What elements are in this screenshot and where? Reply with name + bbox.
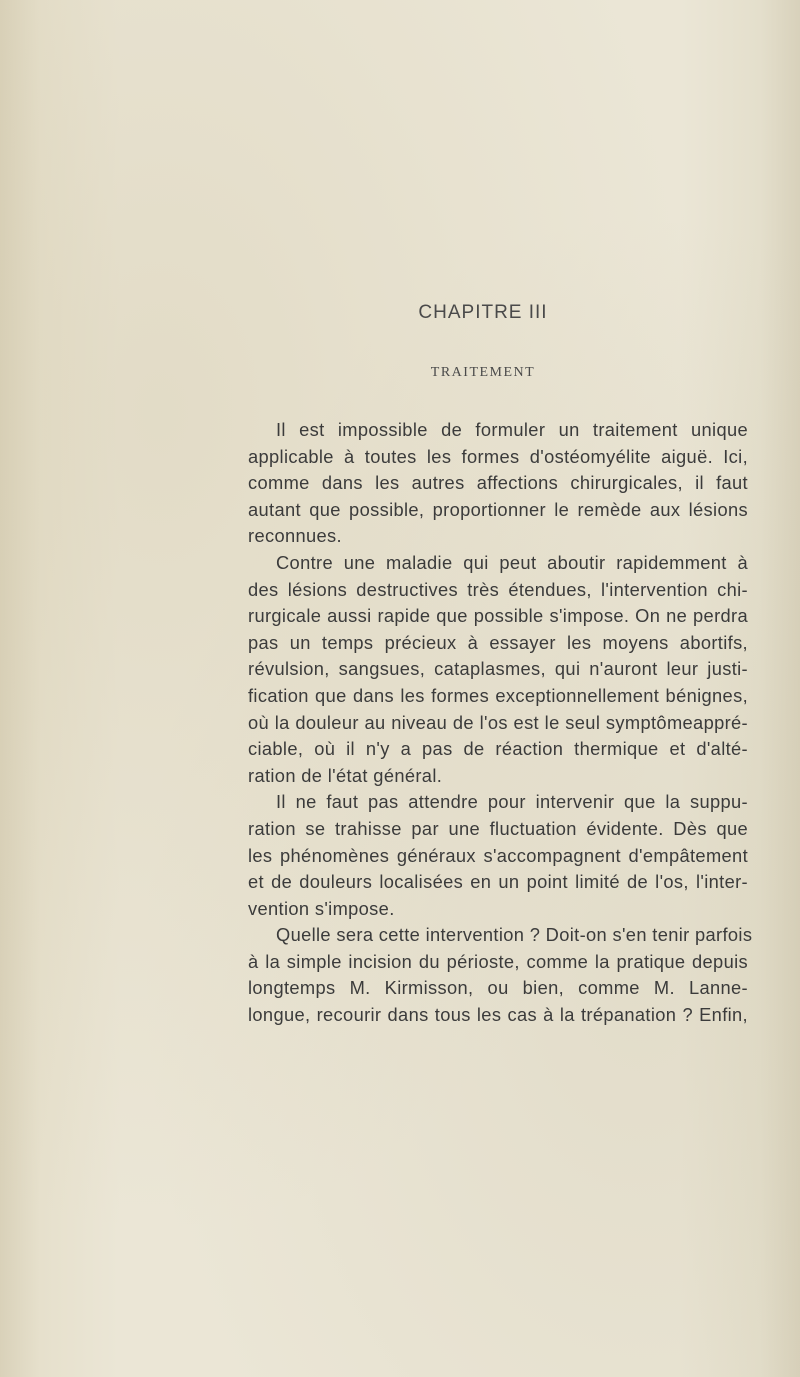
paragraph-3: [218, 789, 748, 922]
paragraph-2: [218, 550, 748, 789]
text-line: comme dans les autres affections chirurgicales, il faut: [248, 472, 748, 494]
chapter-title: CHAPITRE III: [418, 302, 548, 323]
text-line: et de douleurs localisées en un point limité de l'os, l'inter-: [248, 871, 748, 893]
text-line: applicable à toutes les formes d'ostéomyélite aiguë. Ici,: [248, 445, 748, 467]
text-line: ration se trahisse par une fluctuation évidente. Dès que: [248, 817, 748, 839]
text-line: longue, recourir dans tous les cas à la trépanation ? Enfin,: [248, 1004, 748, 1026]
text-line: Contre une maladie qui peut aboutir rapidemment à: [276, 551, 748, 573]
paragraph-4: [218, 922, 753, 1028]
text-line: vention s'impose.: [248, 897, 395, 919]
text-line: longtemps M. Kirmisson, ou bien, comme M. Lanne-: [248, 977, 748, 999]
text-line: les phénomènes généraux s'accompagnent d'empâtement: [248, 844, 748, 866]
text-line: révulsion, sangsues, cataplasmes, qui n'auront leur justi-: [248, 658, 748, 680]
text-line: ration de l'état général.: [248, 764, 443, 786]
text-line: où la douleur au niveau de l'os est le seul symptômeappré-: [248, 711, 748, 733]
text-line: fication que dans les formes exceptionnellement bénignes,: [248, 684, 748, 706]
text-line: Quelle sera cette intervention ? Doit-on s'en tenir parfois: [276, 924, 753, 946]
text-line: des lésions destructives très étendues, l'intervention chi-: [248, 578, 748, 600]
text-line: Il est impossible de formuler un traitement unique: [276, 419, 748, 440]
text-line: rurgicale aussi rapide que possible s'impose. On ne perdra: [248, 605, 748, 627]
page-content: [218, 300, 753, 1029]
text-line: pas un temps précieux à essayer les moyens abortifs,: [248, 631, 748, 653]
paragraph-1: [218, 417, 748, 550]
text-line: autant que possible, proportionner le remède aux lésions: [248, 498, 748, 520]
text-line: à la simple incision du périoste, comme la pratique depuis: [248, 950, 748, 972]
text-line: reconnues.: [248, 525, 342, 547]
section-title: TRAITEMENT: [430, 365, 536, 380]
body-text: [218, 417, 753, 1029]
text-line: Il ne faut pas attendre pour intervenir que la suppu-: [276, 791, 748, 813]
text-line: ciable, où il n'y a pas de réaction thermique et d'alté-: [248, 738, 748, 760]
